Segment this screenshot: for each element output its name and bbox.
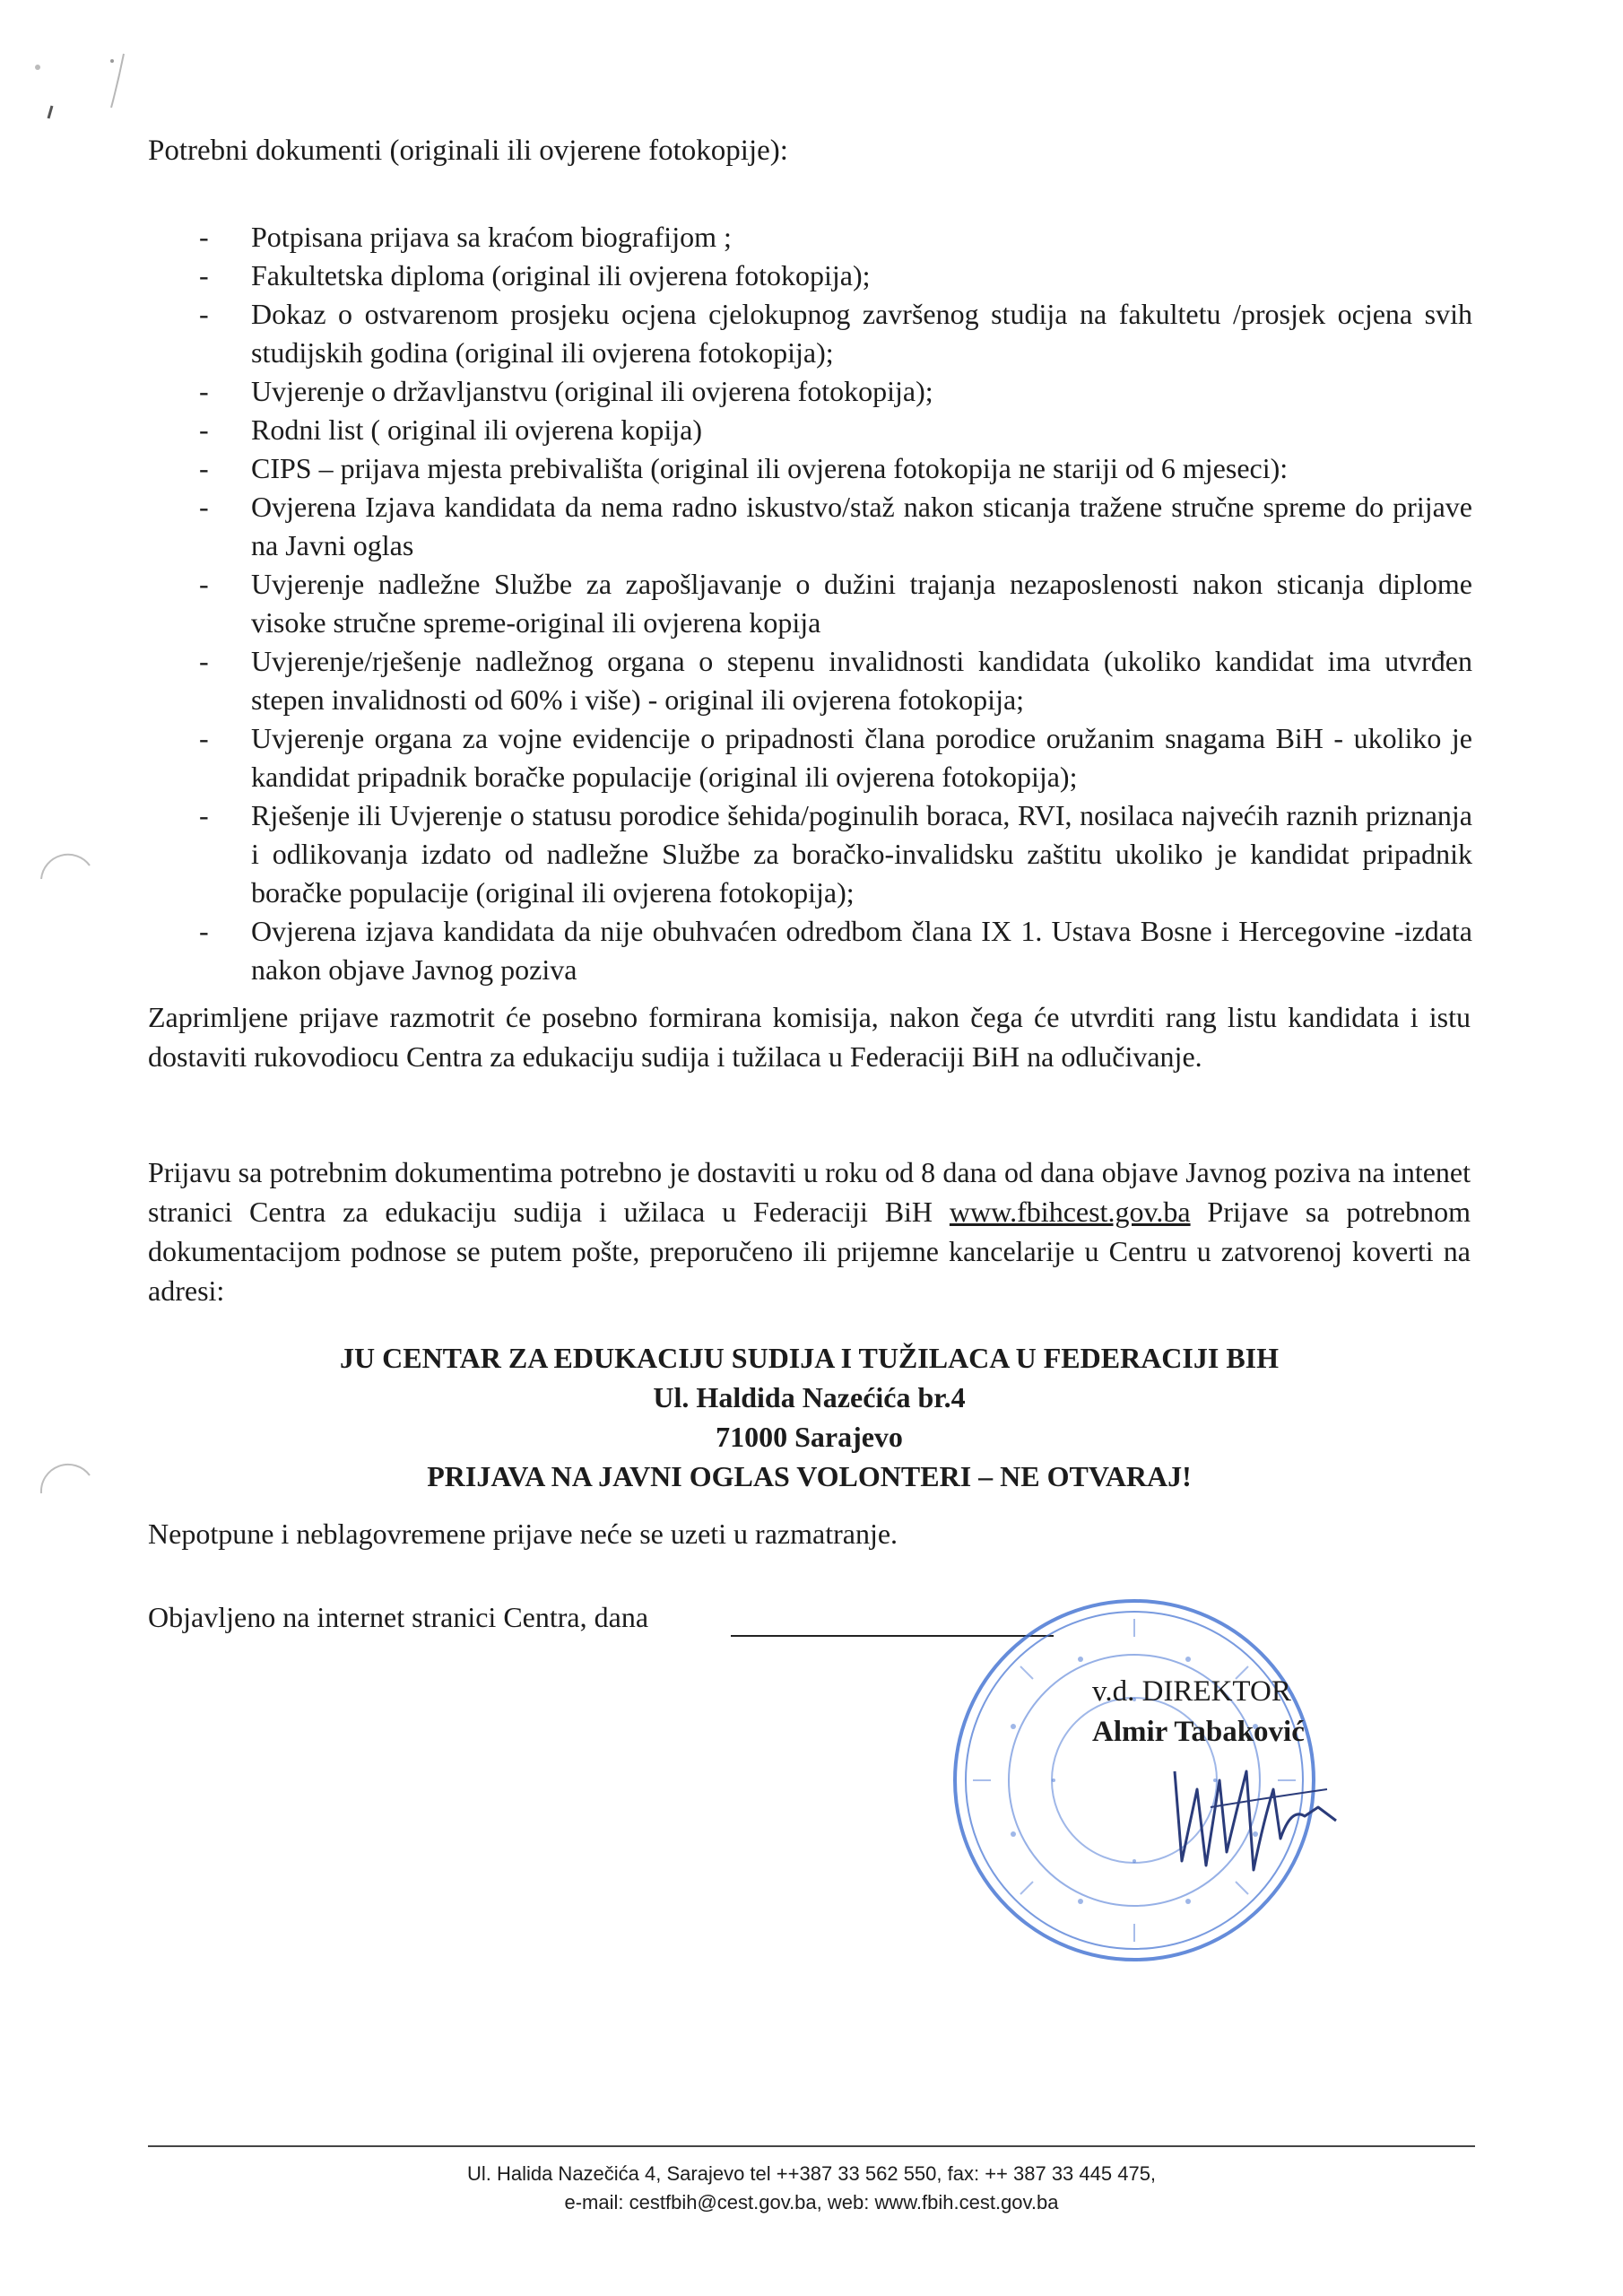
list-dash: - xyxy=(199,722,209,754)
list-dash: - xyxy=(199,221,209,253)
list-dash: - xyxy=(199,413,209,446)
list-item-text: Ovjerena izjava kandidata da nije obuhvaćen odredbom člana IX 1. Ustava Bosne i Hercegovine -izdata nakon objave Javnog poziva xyxy=(251,915,1472,986)
submission-text: Prijavu sa potrebnim dokumentima potrebno je dostaviti u roku od 8 dana od dana objave Javnog poziva na intenet stranici Centra za edukaciju sudija i užilaca u Federaciji BiH xyxy=(148,1156,1471,1228)
list-dash: - xyxy=(199,645,209,677)
list-item-text: Dokaz o ostvarenom prosjeku ocjena cjelokupnog završenog studija na fakultetu /prosjek ocjena svih studijskih godina (original ili ovjerena fotokopija); xyxy=(251,298,1472,369)
list-item xyxy=(199,449,1472,488)
list-item xyxy=(199,218,1472,257)
list-item-text: Potpisana prijava sa kraćom biografijom ; xyxy=(251,221,732,253)
required-documents-list xyxy=(199,218,1472,989)
list-item-text: CIPS – prijava mjesta prebivališta (original ili ovjerena fotokopija ne stariji od 6 mjeseci): xyxy=(251,452,1289,484)
commission-paragraph: Zaprimljene prijave razmotrit će posebno formirana komisija, nakon čega će utvrditi rang listu kandidata i istu dostaviti rukovodiocu Centra za edukaciju sudija i tužilaca u Federaciji BiH na odlučivanje. xyxy=(148,1001,1471,1073)
list-item xyxy=(199,372,1472,411)
list-item-text: Rješenje ili Uvjerenje o statusu porodice šehida/poginulih boraca, RVI, nosilaca najvećih raznih priznanja i odlikovanja izdato od nadležne Službe za boračko-invalidsku zaštitu ukoliko je kandidat pripadnik boračke populacije (original ili ovjerena fotokopija); xyxy=(251,799,1472,909)
list-item xyxy=(199,719,1472,796)
page-footer xyxy=(148,2160,1475,2217)
scan-artifact-marks xyxy=(18,18,143,126)
list-item-text: Uvjerenje nadležne Službe za zapošljavanje o dužini trajanja nezaposlenosti nakon sticanja diplome visoke stručne spreme-original ili ovjerena kopija xyxy=(251,568,1472,639)
center-website-link[interactable]: www.fbihcest.gov.ba xyxy=(949,1196,1191,1228)
list-item xyxy=(199,411,1472,449)
list-item-text: Uvjerenje o državljanstvu (original ili ovjerena fotokopija); xyxy=(251,375,933,407)
address-city: 71000 Sarajevo xyxy=(716,1421,903,1453)
list-dash: - xyxy=(199,799,209,831)
address-institution: JU CENTAR ZA EDUKACIJU SUDIJA I TUŽILACA U FEDERACIJI BIH xyxy=(340,1342,1279,1374)
required-documents-heading: Potrebni dokumenti (originali ili ovjerene fotokopije): xyxy=(148,135,788,167)
handwritten-signature xyxy=(1157,1753,1363,1888)
list-item xyxy=(199,488,1472,565)
footer-email-web: e-mail: cestfbih@cest.gov.ba, web: www.fbih.cest.gov.ba xyxy=(564,2191,1059,2213)
published-date-label: Objavljeno na internet stranici Centra, dana xyxy=(148,1601,649,1633)
address-envelope-note: PRIJAVA NA JAVNI OGLAS VOLONTERI – NE OTVARAJ! xyxy=(427,1460,1192,1492)
footer-address-phone: Ul. Halida Nazečića 4, Sarajevo tel ++387 33 562 550, fax: ++ 387 33 445 475, xyxy=(466,2162,1157,2185)
list-dash: - xyxy=(199,375,209,407)
list-dash: - xyxy=(199,568,209,600)
list-item xyxy=(199,257,1472,295)
list-item-text: Uvjerenje/rješenje nadležnog organa o stepenu invalidnosti kandidata (ukoliko kandidat ima utvrđen stepen invalidnosti od 60% i više) - original ili ovjerena fotokopija; xyxy=(251,645,1472,716)
list-item-text: Rodni list ( original ili ovjerena kopija) xyxy=(251,413,703,446)
incomplete-applications-note: Nepotpune i neblagovremene prijave neće se uzeti u razmatranje. xyxy=(148,1518,898,1550)
mailing-address-block xyxy=(148,1338,1471,1496)
list-item xyxy=(199,565,1472,642)
punch-hole-mark-lower xyxy=(36,1448,99,1511)
punch-hole-mark-upper xyxy=(36,839,99,901)
submission-instructions: Prijave sa potrebnom dokumentacijom podnose se putem pošte, preporučeno ili prijemne kancelarije u Centru u zatvorenoj koverti na adresi: xyxy=(148,1196,1471,1307)
list-item xyxy=(199,912,1472,989)
list-item-text: Uvjerenje organa za vojne evidencije o pripadnosti člana porodice oružanim snagama BiH - ukoliko je kandidat pripadnik boračke populacije (original ili ovjerena fotokopija); xyxy=(251,722,1472,793)
list-dash: - xyxy=(199,915,209,947)
list-item xyxy=(199,796,1472,912)
address-street: Ul. Haldida Nazećića br.4 xyxy=(653,1381,966,1413)
list-dash: - xyxy=(199,452,209,484)
list-item-text: Fakultetska diploma (original ili ovjerena fotokopija); xyxy=(251,259,871,291)
footer-divider xyxy=(148,2145,1475,2147)
list-dash: - xyxy=(199,259,209,291)
signatory-title: v.d. DIREKTOR xyxy=(1092,1675,1291,1708)
list-dash: - xyxy=(199,491,209,523)
submission-paragraph xyxy=(148,1152,1471,1310)
list-item xyxy=(199,642,1472,719)
list-dash: - xyxy=(199,298,209,330)
list-item xyxy=(199,295,1472,372)
signatory-name: Almir Tabaković xyxy=(1092,1716,1305,1748)
list-item-text: Ovjerena Izjava kandidata da nema radno iskustvo/staž nakon sticanja tražene stručne spreme do prijave na Javni oglas xyxy=(251,491,1472,561)
